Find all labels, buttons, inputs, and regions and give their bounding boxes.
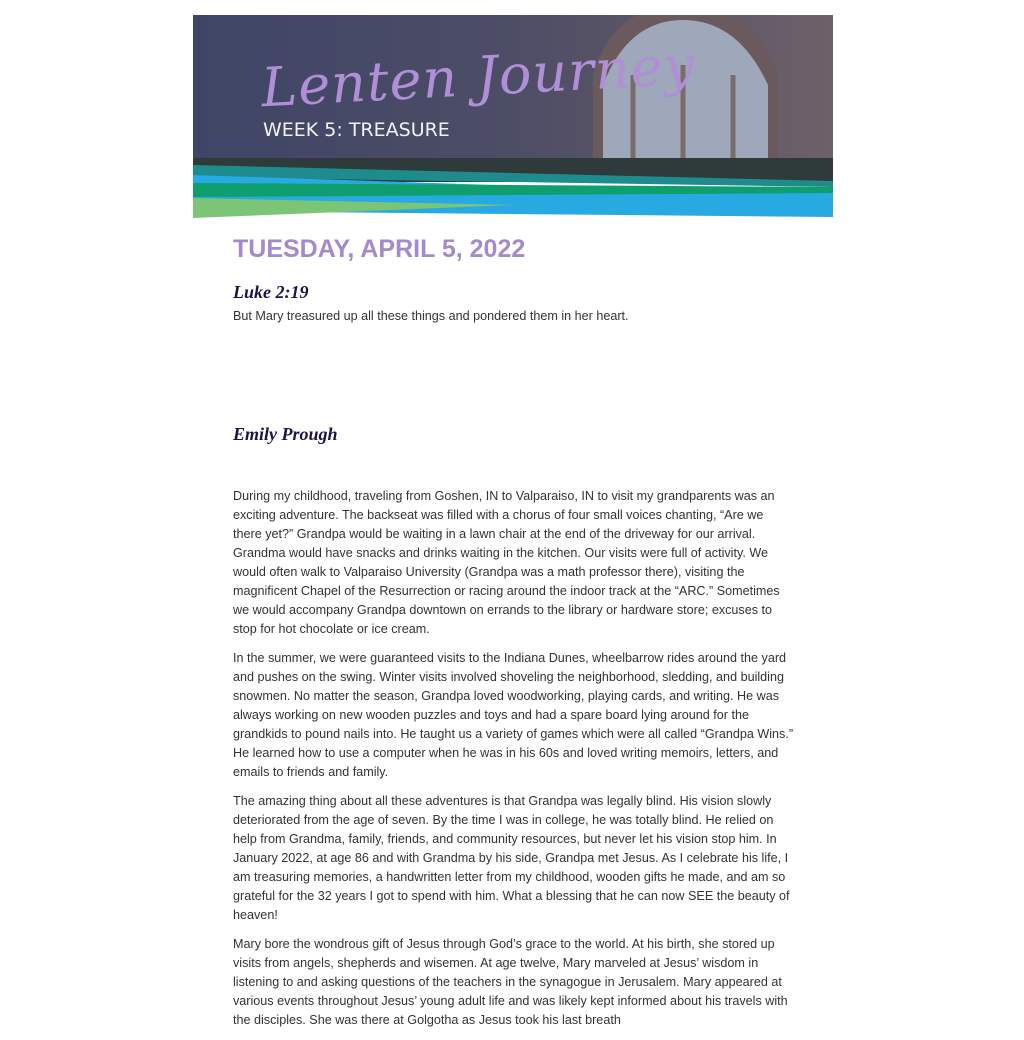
verse-text: But Mary treasured up all these things and pondered them in her heart.: [233, 309, 629, 323]
devotional-body: [233, 487, 795, 1030]
paragraph: During my childhood, traveling from Goshen, IN to Valparaiso, IN to visit my grandparents was an exciting adventure. The backseat was filled with a chorus of four small voices chanting, “Are we there yet?” Grandpa would be waiting in a lawn chair at the end of the driveway for our arrival. Grandma would have snacks and drinks waiting in the kitchen. Our visits were full of activity. We would often walk to Valparaiso University (Grandpa was a math professor there), visiting the magnificent Chapel of the Resurrection or racing around the indoor track at the “ARC.” Sometimes we would accompany Grandpa downtown on errands to the library or hardware store; excuses to stop for hot chocolate or ice cream.: [233, 489, 780, 636]
paragraph: Mary bore the wondrous gift of Jesus through God’s grace to the world. At his birth, she stored up visits from angels, shepherds and wisemen. At age twelve, Mary marveled at Jesus’ wisdom in listening to and asking questions of the teachers in the synagogue in Jerusalem. Mary appeared at various events throughout Jesus’ young adult life and was likely kept informed about his travels with the disciples. She was there at Golgotha as Jesus took his last breath: [233, 937, 788, 1027]
author-name: Emily Prough: [233, 424, 338, 444]
devotional-content: [233, 232, 795, 1040]
paragraph: In the summer, we were guaranteed visits to the Indiana Dunes, wheelbarrow rides around the yard and pushes on the swing. Winter visits involved shoveling the neighborhood, sledding, and building snowmen. No matter the season, Grandpa loved woodworking, playing cards, and writing. He was always working on new wooden puzzles and toys and had a spare board lying around for the grandkids to pound nails into. He taught us a variety of games which were all called “Grandpa Wins.” He learned how to use a computer when he was in his 60s and loved writing memoirs, letters, and emails to friends and family.: [233, 651, 794, 779]
paragraph: The amazing thing about all these adventures is that Grandpa was legally blind. His vision slowly deteriorated from the age of seven. By the time I was in college, he was totally blind. He relied on help from Grandma, family, friends, and community resources, but never let his vision stop him. In January 2022, at age 86 and with Grandma by his side, Grandpa met Jesus. As I celebrate his life, I am treasuring memories, a handwritten letter from my childhood, wooden gifts he made, and am so grateful for the 32 years I got to spend with him. What a blessing that he can now SEE the beauty of heaven!: [233, 794, 790, 922]
verse-reference: Luke 2:19: [233, 282, 309, 302]
banner-script-title: Lenten Journey: [259, 33, 697, 120]
banner-subtitle: WEEK 5: TREASURE: [263, 119, 450, 141]
header-banner: [193, 15, 833, 220]
date-heading: TUESDAY, APRIL 5, 2022: [233, 235, 526, 263]
